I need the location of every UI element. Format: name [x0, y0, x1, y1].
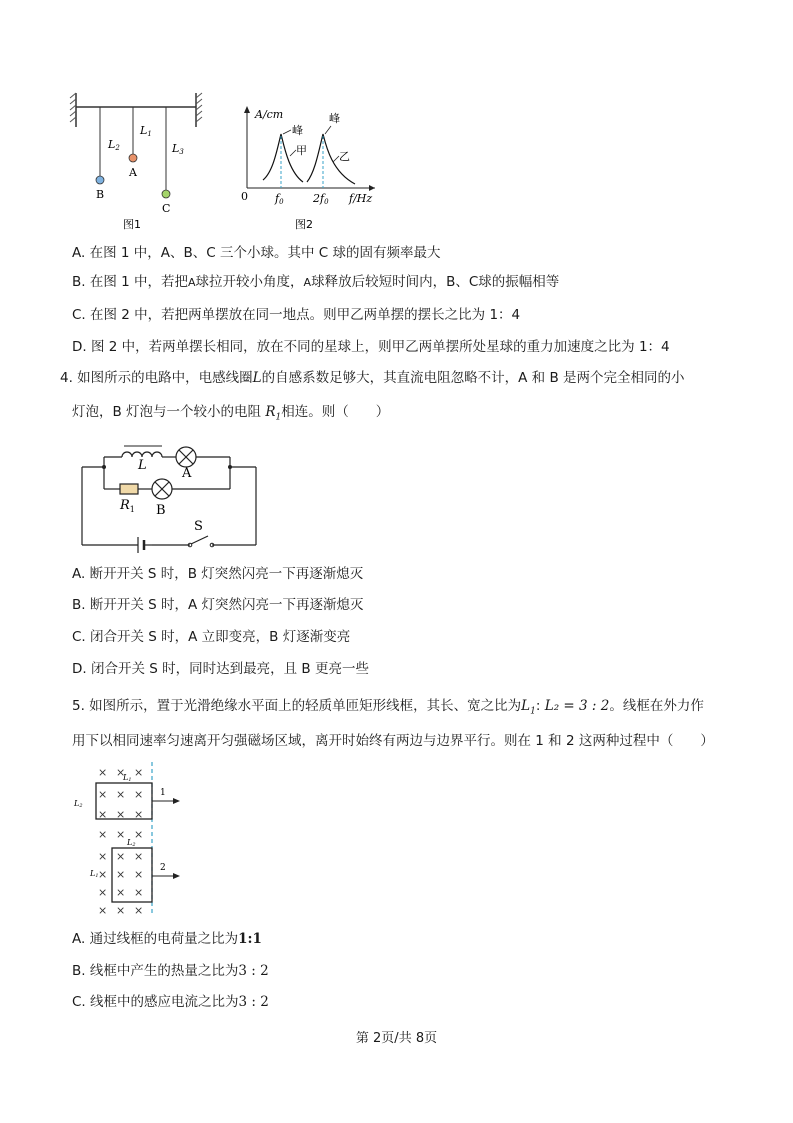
curve-label-yi: 乙	[339, 150, 350, 163]
page-footer: 第 2页/共 8页	[355, 1031, 438, 1046]
x-axis-label: f/Hz	[349, 192, 373, 205]
fig5-label-l1-left: L1	[90, 869, 99, 879]
figure-2-resonance	[235, 92, 385, 232]
circuit-label-b: B	[156, 503, 166, 518]
fig5-arrow-2-label: 2	[160, 863, 166, 873]
field-cross: ×	[98, 868, 108, 881]
origin-label: 0	[241, 190, 248, 203]
label-l1: L1	[140, 124, 152, 138]
q5-option-b: B. 线框中产生的热量之比为3 : 2	[72, 963, 269, 979]
figure-2-caption: 图2	[295, 218, 313, 231]
q3-option-a: A. 在图 1 中，A、B、C 三个小球。其中 C 球的固有频率最大	[72, 245, 441, 261]
circuit-label-a: A	[182, 466, 192, 481]
field-cross: ×	[134, 808, 144, 821]
field-cross: ×	[98, 766, 108, 779]
fig5-label-l2-left: L2	[74, 799, 83, 809]
field-cross: ×	[134, 850, 144, 863]
circuit-label-r1: $R_1$	[120, 498, 135, 514]
field-cross: ×	[134, 886, 144, 899]
label-b: B	[96, 188, 105, 201]
fig5-label-l2-top: L2	[127, 838, 136, 848]
circuit-label-l: L	[138, 458, 147, 473]
ball-a	[129, 154, 137, 162]
figure-1-caption: 图1	[123, 218, 141, 230]
field-cross: ×	[98, 850, 108, 863]
field-cross: ×	[98, 828, 108, 841]
field-cross: ×	[134, 904, 144, 917]
tick-2f0: 2f0	[313, 192, 329, 206]
field-cross: ×	[116, 808, 126, 821]
figure-1-pendulums	[68, 90, 208, 230]
ball-c	[162, 190, 170, 198]
ball-b	[96, 176, 104, 184]
label-l3: L3	[172, 142, 184, 156]
q5-figure	[72, 760, 192, 918]
field-cross: ×	[116, 850, 126, 863]
fig5-arrow-1-label: 1	[160, 788, 166, 798]
curve-label-jia: 甲	[296, 144, 307, 157]
field-cross: ×	[116, 904, 126, 917]
field-cross: ×	[98, 788, 108, 801]
q4-option-a: A. 断开开关 S 时，B 灯突然闪亮一下再逐渐熄灭	[72, 566, 364, 582]
field-cross: ×	[98, 808, 108, 821]
circuit-label-s: S	[194, 519, 203, 534]
q5-option-c: C. 线框中的感应电流之比为3 : 2	[72, 994, 269, 1010]
field-cross: ×	[116, 828, 126, 841]
field-cross: ×	[116, 766, 126, 779]
q4-option-d: D. 闭合开关 S 时，同时达到最亮，且 B 更亮一些	[72, 661, 369, 677]
magnetic-field-crosses	[98, 766, 143, 917]
field-cross: ×	[98, 904, 108, 917]
q5-stem-line2: 用下以相同速率匀速离开匀强磁场区域，离开时始终有两边与边界平行。则在 1 和 2 这两种过程中（ ）	[72, 733, 714, 749]
fig5-label-l1-top: L1	[123, 773, 132, 783]
field-cross: ×	[116, 886, 126, 899]
q5-option-a: A. 通过线框的电荷量之比为1:1	[72, 931, 262, 947]
label-c: C	[162, 202, 171, 215]
q5-stem-line1: 5. 如图所示，置于光滑绝缘水平面上的轻质单匝矩形线框，其长、宽之比为$L_1$: L₂ = 3 : 2。线框在外力作	[72, 698, 704, 717]
tick-f0: f0	[275, 192, 284, 206]
label-l2: L2	[108, 138, 120, 152]
label-a: A	[129, 166, 137, 179]
q4-option-c: C. 闭合开关 S 时，A 立即变亮，B 灯逐渐变亮	[72, 629, 351, 645]
q4-stem-line2: 灯泡，B 灯泡与一个较小的电阻 $R_1$相连。则（ ）	[72, 404, 390, 423]
field-cross: ×	[134, 766, 144, 779]
y-axis-label: A/cm	[255, 108, 284, 121]
field-cross: ×	[134, 828, 144, 841]
field-cross: ×	[98, 886, 108, 899]
q3-option-b: B. 在图 1 中，若把A球拉开较小角度，A球释放后较短时间内，B、C球的振幅相等	[72, 274, 560, 290]
peak-label-1: 峰	[292, 124, 303, 137]
field-cross: ×	[134, 868, 144, 881]
q3-option-c: C. 在图 2 中，若把两单摆放在同一地点。则甲乙两单摆的摆长之比为 1：4	[72, 307, 521, 323]
q4-stem-line1: 4. 如图所示的电路中，电感线圈L的自感系数足够大，其直流电阻忽略不计，A 和 B 是两个完全相同的小	[60, 370, 685, 386]
q4-circuit	[72, 437, 272, 557]
q3-option-d: D. 图 2 中，若两单摆长相同，放在不同的星球上，则甲乙两单摆所处星球的重力加速度之比为 1：4	[72, 339, 670, 355]
peak-label-2: 峰	[329, 112, 340, 125]
q4-option-b: B. 断开开关 S 时，A 灯突然闪亮一下再逐渐熄灭	[72, 597, 364, 613]
field-cross: ×	[116, 868, 126, 881]
field-cross: ×	[134, 788, 144, 801]
field-cross: ×	[116, 788, 126, 801]
